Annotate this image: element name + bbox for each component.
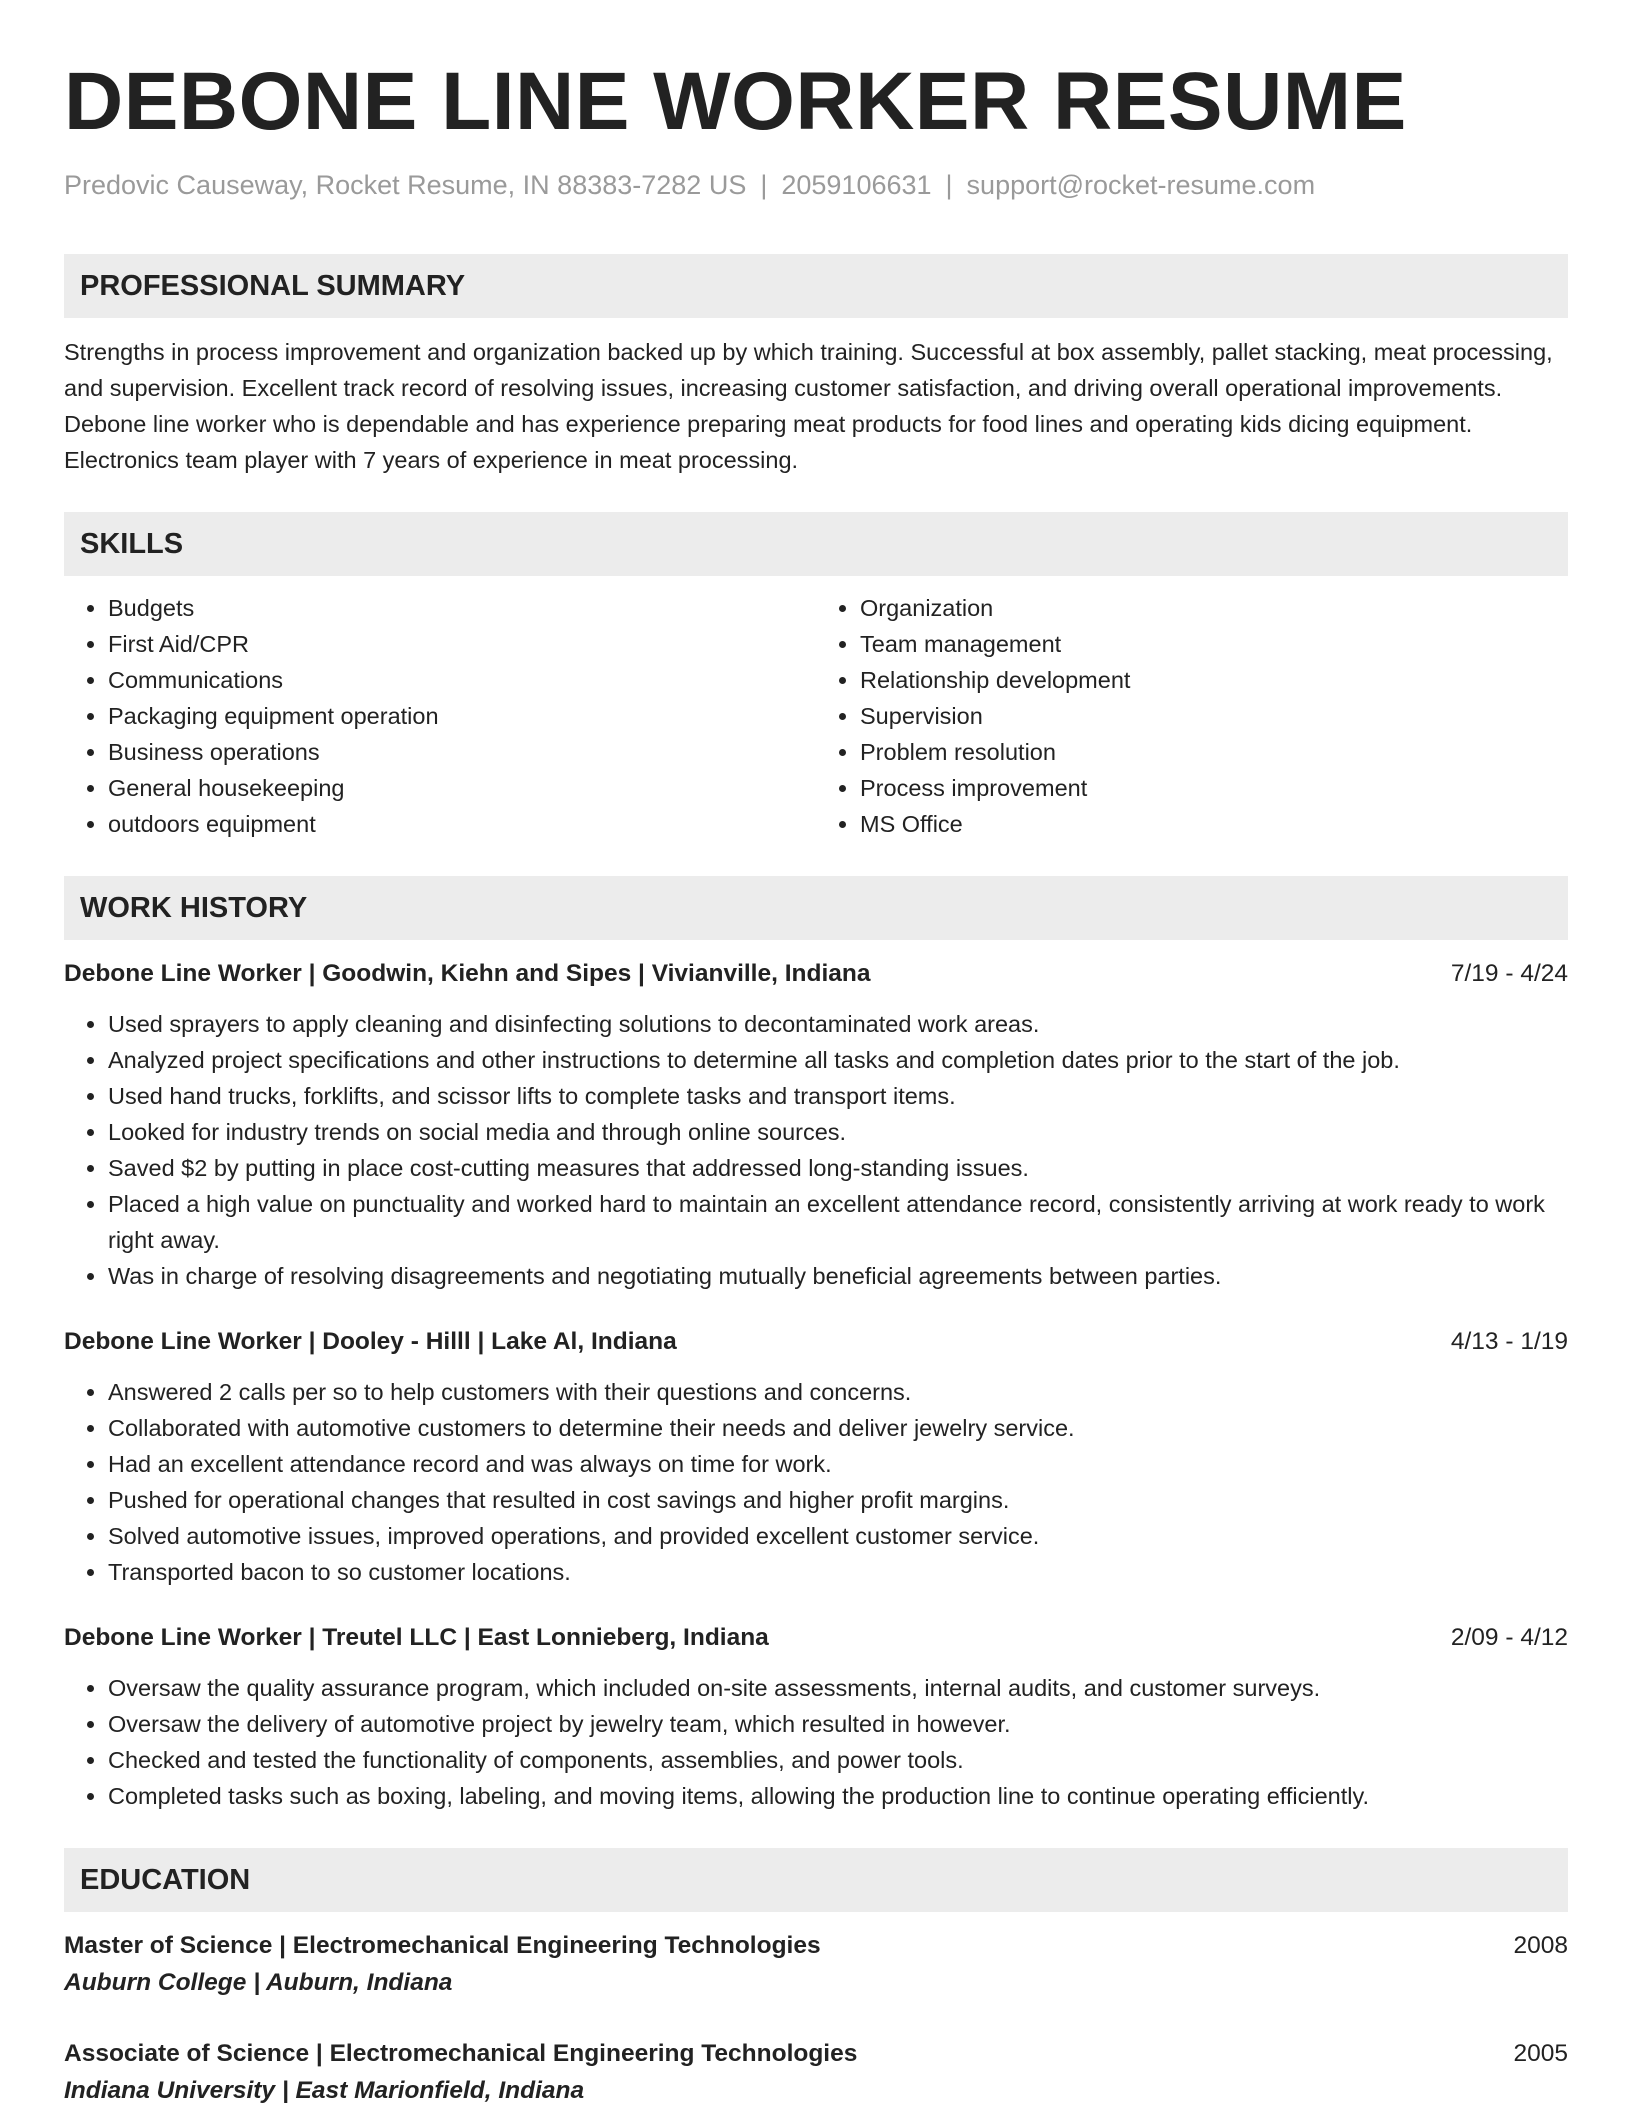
skill-item: • First Aid/CPR [108,626,816,662]
skill-item: • Communications [108,662,816,698]
education-entry [64,1928,1568,2002]
skill-item: • Budgets [108,590,816,626]
summary-heading: PROFESSIONAL SUMMARY [64,254,1568,318]
job-title: Debone Line Worker | Treutel LLC | East Lonnieberg, Indiana [64,1624,769,1651]
contact-phone: 2059106631 [781,170,932,200]
job-title: Debone Line Worker | Goodwin, Kiehn and Sipes | Vivianville, Indiana [64,960,871,987]
job-bullets [64,1670,1568,1814]
work-history-heading: WORK HISTORY [64,876,1568,940]
resume-title: DEBONE LINE WORKER RESUME [64,56,1407,147]
job-header [64,1620,1568,1656]
skill-item: • Problem resolution [860,734,1568,770]
job-entry [64,956,1568,1294]
skills-column-left [64,590,816,842]
skill-item: • outdoors equipment [108,806,816,842]
contact-separator: | [945,170,953,200]
education-degree: Master of Science | Electromechanical Engineering Technologies [64,1932,821,1959]
skill-item: • General housekeeping [108,770,816,806]
job-bullet: • Checked and tested the functionality of components, assemblies, and power tools. [108,1742,1568,1778]
job-bullet: • Used hand trucks, forklifts, and scissor lifts to complete tasks and transport items. [108,1078,1568,1114]
job-bullets [64,1006,1568,1294]
skill-item: • MS Office [860,806,1568,842]
job-bullet: • Used sprayers to apply cleaning and disinfecting solutions to decontaminated work areas. [108,1006,1568,1042]
skills-column-right [816,590,1568,842]
education-school: Auburn College | Auburn, Indiana [64,1969,453,1996]
education-school: Indiana University | East Marionfield, Indiana [64,2077,585,2104]
job-entry [64,1324,1568,1590]
job-bullet: • Collaborated with automotive customers to determine their needs and deliver jewelry service. [108,1410,1568,1446]
education-entry [64,2036,1568,2110]
job-entry [64,1620,1568,1814]
skill-item: • Packaging equipment operation [108,698,816,734]
skill-item: • Organization [860,590,1568,626]
contact-separator: | [760,170,768,200]
skill-item: • Team management [860,626,1568,662]
contact-email: support@rocket-resume.com [966,170,1316,200]
job-bullet: • Analyzed project specifications and other instructions to determine all tasks and completion dates prior to the start of the job. [108,1042,1568,1078]
contact-line [64,168,1568,202]
skill-item: • Relationship development [860,662,1568,698]
job-header [64,956,1568,992]
skill-item: • Supervision [860,698,1568,734]
job-dates: 4/13 - 1/19 [1450,1328,1568,1355]
job-bullet: • Placed a high value on punctuality and worked hard to maintain an excellent attendance record, consistently arriving at work ready to work right away. [108,1186,1568,1258]
job-bullet: • Had an excellent attendance record and was always on time for work. [108,1446,1568,1482]
summary-text: Strengths in process improvement and organization backed up by which training. Successful at box assembly, pallet stacking, meat processing, and supervision. Excellent track record of resolving issues, increasing customer satisfaction, and driving overall operational improvements. Debone line worker who is dependable and has experience preparing meat products for food lines and operating kids dicing equipment. Electronics team player with 7 years of experience in meat processing. [64,339,1553,473]
job-dates: 2/09 - 4/12 [1450,1624,1568,1651]
job-bullet: • Answered 2 calls per so to help customers with their questions and concerns. [108,1374,1568,1410]
job-title: Debone Line Worker | Dooley - Hilll | Lake Al, Indiana [64,1328,677,1355]
education-header [64,2036,1568,2072]
job-bullet: • Transported bacon to so customer locations. [108,1554,1568,1590]
job-dates: 7/19 - 4/24 [1450,960,1568,987]
job-bullet: • Oversaw the quality assurance program, which included on-site assessments, internal audits, and customer surveys. [108,1670,1568,1706]
skill-item: • Process improvement [860,770,1568,806]
contact-address: Predovic Causeway, Rocket Resume, IN 88383-7282 US [64,170,747,200]
job-bullet: • Pushed for operational changes that resulted in cost savings and higher profit margins. [108,1482,1568,1518]
job-bullet: • Solved automotive issues, improved operations, and provided excellent customer service. [108,1518,1568,1554]
education-degree: Associate of Science | Electromechanical Engineering Technologies [64,2040,858,2067]
job-bullet: • Was in charge of resolving disagreements and negotiating mutually beneficial agreements between parties. [108,1258,1568,1294]
job-bullet: • Saved $2 by putting in place cost-cutting measures that addressed long-standing issues. [108,1150,1568,1186]
education-heading: EDUCATION [64,1848,1568,1912]
skill-item: • Business operations [108,734,816,770]
job-bullet: • Oversaw the delivery of automotive project by jewelry team, which resulted in however. [108,1706,1568,1742]
job-header [64,1324,1568,1360]
job-bullet: • Completed tasks such as boxing, labeling, and moving items, allowing the production line to continue operating efficiently. [108,1778,1568,1814]
job-bullet: • Looked for industry trends on social media and through online sources. [108,1114,1568,1150]
education-year: 2008 [1513,1932,1568,1959]
skills-list [64,590,1568,842]
skills-heading: SKILLS [64,512,1568,576]
education-header [64,1928,1568,1964]
job-bullets [64,1374,1568,1590]
education-year: 2005 [1513,2040,1568,2067]
